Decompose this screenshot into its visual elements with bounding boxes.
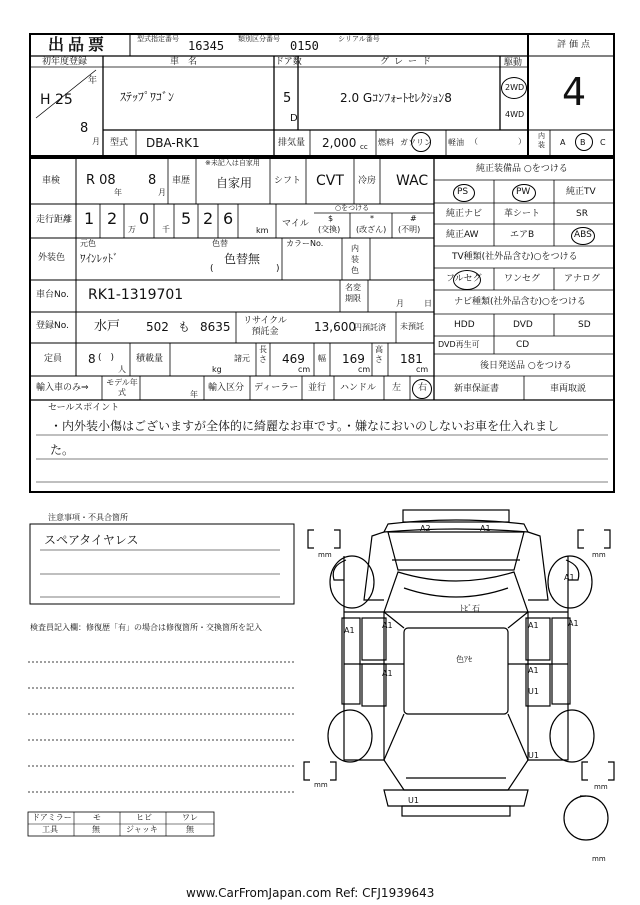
handle-right: 右 [418,383,428,393]
acc-break-label: ワレ [182,813,198,822]
mileage-digit: 1 [84,209,95,228]
displacement: 2,000 [322,136,357,150]
model-code: 16345 [188,39,225,53]
damage-mark: A1 [528,621,539,630]
car-name: ｽﾃｯﾌﾟﾜｺﾞﾝ [120,90,175,104]
history-label: 車歴 [172,176,191,186]
score: 4 [562,70,587,114]
recycle-amount: 13,600 [314,320,356,334]
load-kg: kg [212,365,222,374]
doors-label: ドア数 [275,57,302,67]
mm-label: mm [592,855,606,863]
handle-label: ハンドル [340,383,377,393]
type-label: 型式 [110,138,129,148]
mileage-label: 走行距離 [36,215,73,225]
disp-unit: cc [360,143,368,151]
reg-deadline-month: 月 [396,299,404,308]
capacity: 8 [88,352,96,366]
damage-mark: U1 [408,796,419,805]
plate-kana: も [178,320,191,334]
tv-analog: アナログ [564,274,601,284]
int-label: 内装 [538,132,545,149]
docs-manual: 車両取説 [550,384,587,394]
equip-tv: 純正TV [566,187,596,197]
equip-airbag: エアB [510,230,535,240]
grade: 2.0 Gｺﾝﾌｫｰﾄｾﾚｸｼｮﾝ8 [340,91,452,105]
int-b-circle [575,133,593,151]
equipment-header: 純正装備品 ○をつける [476,164,568,174]
dims-label: 諸元 [234,354,250,363]
capacity-label: 定員 [44,354,63,364]
navi-dvd: DVD [513,320,533,330]
drive-2wd-circle [501,77,527,99]
capacity-paren: ( ) [98,353,115,363]
import-parallel: 並行 [308,383,327,393]
reg-deadline-label: 名変期限 [345,283,361,303]
equip-abs-circle [571,227,595,245]
inspection-month-unit: 月 [158,188,166,197]
serial-label: シリアル番号 [338,35,380,43]
mileage-digit: 2 [203,209,214,228]
first-reg-label: 初年度登録 [42,57,88,67]
form-title: 出品票 [48,35,109,54]
mileage-digit: 0 [139,209,150,228]
mileage-hash: # [410,214,417,223]
height-unit: cm [416,365,429,374]
mileage-km: km [256,226,269,235]
month-unit: 月 [92,137,100,146]
paren-close: ） [518,137,526,146]
navi-header: ナビ種類(社外品含む)○をつける [454,297,586,307]
mm-label: mm [594,783,608,791]
drive-label: 駆動 [504,58,523,68]
plate-region: 水戸 [94,319,121,334]
plate-class: 502 [146,320,169,334]
car-name-label: 車 名 [170,57,198,67]
fuel-circle [411,132,431,152]
recycle-not: 未預託 [400,322,424,331]
plate-label: 登録No. [36,321,69,331]
damage-mark: A1 [344,626,355,635]
equip-aw: 純正AW [446,230,479,240]
inspection-era: R 08 [86,173,116,188]
repaint-label: 色替 [212,239,228,248]
inspection-label: 車検 [42,176,61,186]
orig-color-label: 元色 [80,239,96,248]
score-label: 評価点 [557,40,594,50]
handle-right-circle [412,379,432,399]
first-reg-year: H 25 [40,92,73,108]
orig-color: ﾜｲﾝﾚｯﾄﾞ [80,252,119,265]
fuel-label: 燃料 [378,138,394,147]
mileage-circle-note: ○をつける [335,204,370,212]
tv-fullseg: フルセグ [446,274,482,284]
shift: CVT [316,173,344,189]
load-label: 積載量 [136,354,164,364]
equip-leather: 革シート [504,209,541,219]
chassis-label: 車台No. [36,290,69,300]
damage-mark: A1 [480,524,491,533]
int-a: A [560,138,566,147]
height-label: 高さ [375,345,383,364]
width-label: 幅 [318,354,326,363]
ac-label: 冷房 [358,176,377,186]
acc-crack-label: ヒビ [136,813,152,822]
mm-label: mm [592,551,606,559]
mm-label: mm [318,551,332,559]
chassis-number: RK1-1319701 [88,287,184,303]
drive-2wd: 2WD [505,83,525,92]
damage-mark: U1 [528,751,539,760]
acc-tools-label: 工具 [42,825,58,834]
mileage-opt3: (不明) [398,225,421,234]
tv-fullseg-circle [453,270,481,290]
mileage-opt1: (交換) [318,225,341,234]
mileage-digit: 6 [223,209,234,228]
navi-hdd: HDD [454,320,475,330]
model-code-label: 型式指定番号 [137,35,179,43]
inspector-label: 検査員記入欄：修復歴「有」の場合は修復箇所・交換箇所を記入 [30,623,262,632]
acc-mirror-label: ドアミラー [32,813,72,822]
import-class-label: 輸入区分 [208,383,245,393]
footer-ref: www.CarFromJapan.com Ref: CFJ1939643 [186,886,435,900]
sales-line-1: ・内外装小傷はございますが全体的に綺麗なお車です。・嫌なにおいのしないお車を仕入れまし [50,419,560,433]
first-reg-month: 8 [80,121,89,136]
ac: WAC [396,173,429,189]
equip-pw: PW [516,187,531,197]
doors: 5 [283,91,292,106]
inspection-month: 8 [148,173,157,188]
equip-sr: SR [576,209,588,219]
mileage-mile: マイル [282,219,309,229]
history: 自家用 [216,176,253,190]
length-unit: cm [298,365,311,374]
mm-label: mm [314,781,328,789]
docs-warranty: 新車保証書 [454,384,500,394]
doors-sub: D [290,113,298,124]
notes-label: 注意事項・不具合箇所 [48,513,128,522]
handle-left: 左 [392,383,402,393]
length-label: 長さ [259,345,267,364]
mileage-dollar: $ [328,214,334,223]
sales-line-2: た。 [50,443,75,457]
equip-pw-circle [512,184,536,202]
height: 181 [400,352,423,366]
docs-header: 後日発送品 ○をつける [480,361,572,371]
equip-abs: ABS [574,230,592,240]
drive-4wd: 4WD [505,110,525,119]
model-year-unit: 年 [190,390,198,399]
color-label: 外装色 [38,253,66,263]
equip-ps-circle [453,184,475,202]
dvd-cd: CD [516,340,530,350]
capacity-person: 人 [118,365,126,374]
recycle-unit: 円預託済 [354,323,386,332]
import-label: 輸入車のみ⇒ [36,383,89,393]
repaint-paren-r: ) [276,264,280,274]
navi-sd: SD [578,320,591,330]
shift-label: シフト [274,176,302,186]
sales-label: セールスポイント [48,403,120,413]
int-c: C [600,138,606,147]
year-unit: 年 [88,76,98,86]
paren-open: （ [470,137,478,146]
damage-mark: A1 [382,621,393,630]
damage-mark: A1 [382,669,393,678]
color-no-label: カラーNo. [286,239,324,248]
stone-chip-mark: ﾄﾋﾞ石 [460,604,480,613]
dvd-label: DVD再生可 [438,340,480,349]
acc-mirror-value: モ [93,813,101,822]
reg-deadline-day: 日 [424,299,432,308]
type: DBA-RK1 [146,136,200,150]
acc-jack-value: 無 [186,825,194,834]
mileage-digit: 5 [181,209,192,228]
damage-mark: A2 [420,524,431,533]
damage-mark: A1 [564,573,575,582]
history-note: ※未記入は自家用 [205,159,260,167]
int-color-label: 内装色 [351,244,359,275]
car-diagram [304,510,614,840]
recycle-label: リサイクル預託金 [243,316,287,337]
tv-header: TV種類(社外品含む)○をつける [452,252,578,262]
repaint: 色替無 [224,252,261,266]
grade-label: グレード [380,57,437,67]
width: 169 [342,352,365,366]
plate-number: 8635 [200,320,231,334]
class-code: 0150 [290,39,319,53]
import-dealer: ディーラー [254,383,299,393]
fuel-gasoline: ガソリン [400,138,432,147]
class-code-label: 類別区分番号 [238,35,280,43]
fade-mark: 色ｱｾ [456,655,472,664]
acc-tools-value: 無 [92,825,100,834]
diesel-label: 軽油 [448,138,464,147]
equip-ps: PS [457,187,469,197]
mileage-digit: 2 [107,209,118,228]
inspection-year-unit: 年 [114,188,122,197]
mileage-star: * [370,214,374,223]
mileage-man: 万 [128,225,136,234]
model-year-label: モデル年式 [106,378,138,397]
damage-mark: A1 [528,666,539,675]
repaint-paren-l: ( [210,264,214,274]
mileage-sen: 千 [162,225,170,234]
damage-mark: U1 [528,687,539,696]
tv-oneseg: ワンセグ [504,274,541,284]
mileage-opt2: (改ざん) [356,225,387,234]
width-unit: cm [358,365,371,374]
disp-label: 排気量 [278,138,306,148]
notes-line-1: スペアタイヤレス [44,533,139,547]
length: 469 [282,352,305,366]
damage-mark: A1 [568,619,579,628]
int-b: B [580,138,586,147]
acc-jack-label: ジャッキ [126,825,158,834]
equip-navi: 純正ナビ [446,209,483,219]
